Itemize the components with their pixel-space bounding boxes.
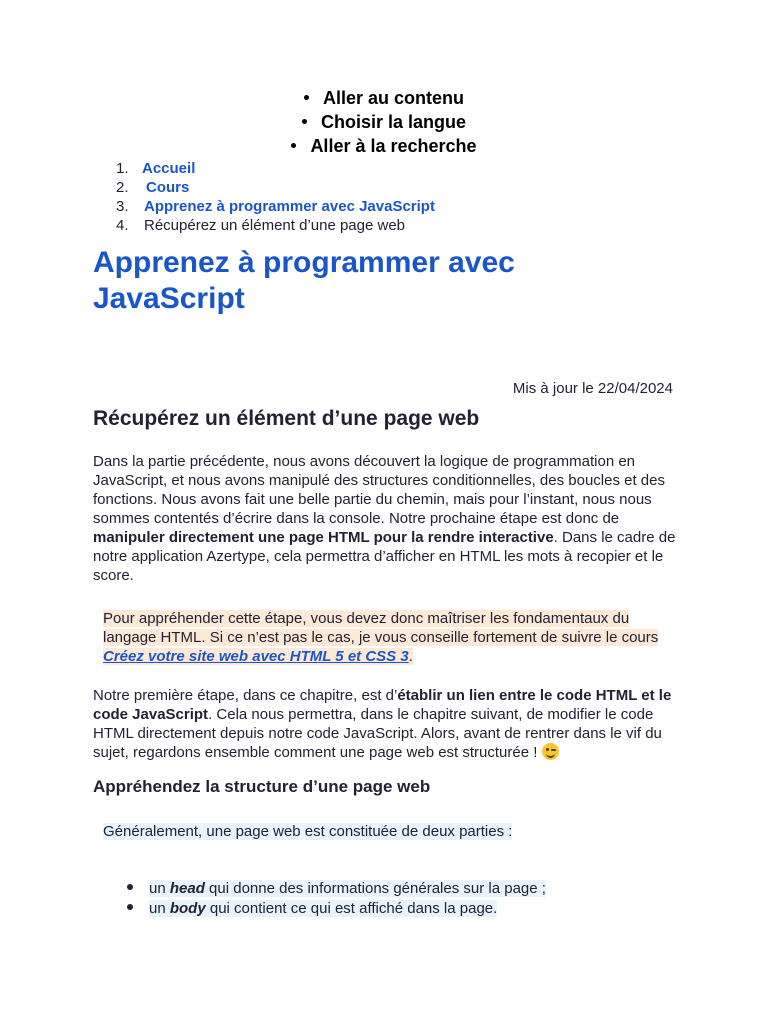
skip-link-search[interactable] xyxy=(0,134,768,158)
structure-intro xyxy=(103,822,512,841)
breadcrumb-item-home xyxy=(116,159,435,178)
chapter-goal-paragraph xyxy=(93,686,683,762)
breadcrumb-number: 2. xyxy=(116,179,129,196)
intro-highlight: Généralement, une page web est constituée de deux parties : xyxy=(103,823,513,840)
intro-paragraph xyxy=(93,452,683,585)
chapter-title: Récupérez un élément d’une page web xyxy=(93,407,480,430)
bullet-icon xyxy=(302,119,307,124)
paragraph-text: . Dans le cadre de notre application Azertype, cela permettra d’afficher en HTML les mots à recopier et le score. xyxy=(93,529,676,584)
breadcrumb-current: Récupérez un élément d’une page web xyxy=(144,217,406,234)
term-body: body xyxy=(169,900,206,917)
breadcrumb-number: 3. xyxy=(116,198,129,215)
term-head: head xyxy=(169,880,205,897)
note-highlight xyxy=(103,610,658,665)
paragraph-text: Notre première étape, dans ce chapitre, est d’ xyxy=(93,687,398,704)
prerequisite-note xyxy=(103,609,663,666)
note-text: Pour appréhender cette étape, vous devez donc maîtriser les fondamentaux du langage HTML. Si ce n’est pas le cas, je vous conseille fortement de suivre le cours xyxy=(103,610,659,646)
list-item-text: un head qui donne des informations générales sur la page ; xyxy=(149,880,546,897)
skip-link-label[interactable]: Aller au contenu xyxy=(322,88,465,108)
page-parts-list xyxy=(127,879,546,919)
course-link-html-css[interactable]: Créez votre site web avec HTML 5 et CSS 3 xyxy=(103,648,409,665)
breadcrumb-number: 1. xyxy=(116,160,129,177)
skip-link-label[interactable]: Aller à la recherche xyxy=(310,136,477,156)
bullet-icon xyxy=(304,95,309,100)
breadcrumb-number: 4. xyxy=(116,217,129,234)
paragraph-text: . Cela nous permettra, dans le chapitre suivant, de modifier le code HTML directement depuis notre code JavaScript. Alors, avant de rentrer dans le vif du sujet, regardons ensemble comment une page web est structurée ! xyxy=(93,706,662,761)
breadcrumb-link-courses[interactable]: Cours xyxy=(146,179,190,196)
breadcrumb-item-course xyxy=(116,197,435,216)
breadcrumb xyxy=(116,159,435,235)
section-title: Appréhendez la structure d’une page web xyxy=(93,777,431,796)
winking-face-icon xyxy=(542,743,559,760)
bullet-icon xyxy=(127,904,133,910)
course-title: Apprenez à programmer avec JavaScript xyxy=(93,246,515,315)
skip-link-content[interactable] xyxy=(0,86,768,110)
note-text: . xyxy=(408,648,413,665)
skip-link-language[interactable] xyxy=(0,110,768,134)
update-date: Mis à jour le 22/04/2024 xyxy=(512,380,673,397)
bullet-icon xyxy=(127,884,133,890)
list-item xyxy=(127,899,546,919)
breadcrumb-link-course[interactable]: Apprenez à programmer avec JavaScript xyxy=(144,198,435,215)
breadcrumb-item-courses xyxy=(116,178,435,197)
paragraph-emphasis: établir un lien entre le code HTML et le code JavaScript xyxy=(93,687,672,723)
breadcrumb-item-current xyxy=(116,216,435,235)
paragraph-text: Dans la partie précédente, nous avons découvert la logique de programmation en JavaScript, et nous avons manipulé des structures conditionnelles, des boucles et des fonctions. Nous avons fait une belle partie du chemin, mais pour l’instant, nous nous sommes contentés d’écrire dans la console. Notre prochaine étape est donc de xyxy=(93,453,665,527)
paragraph-emphasis: manipuler directement une page HTML pour la rendre interactive xyxy=(93,529,554,546)
skip-link-label[interactable]: Choisir la langue xyxy=(320,112,467,132)
list-item-text: un body qui contient ce qui est affiché dans la page. xyxy=(149,900,498,917)
bullet-icon xyxy=(291,143,296,148)
list-item xyxy=(127,879,546,899)
skip-links xyxy=(0,86,768,158)
breadcrumb-link-home[interactable]: Accueil xyxy=(142,160,196,177)
